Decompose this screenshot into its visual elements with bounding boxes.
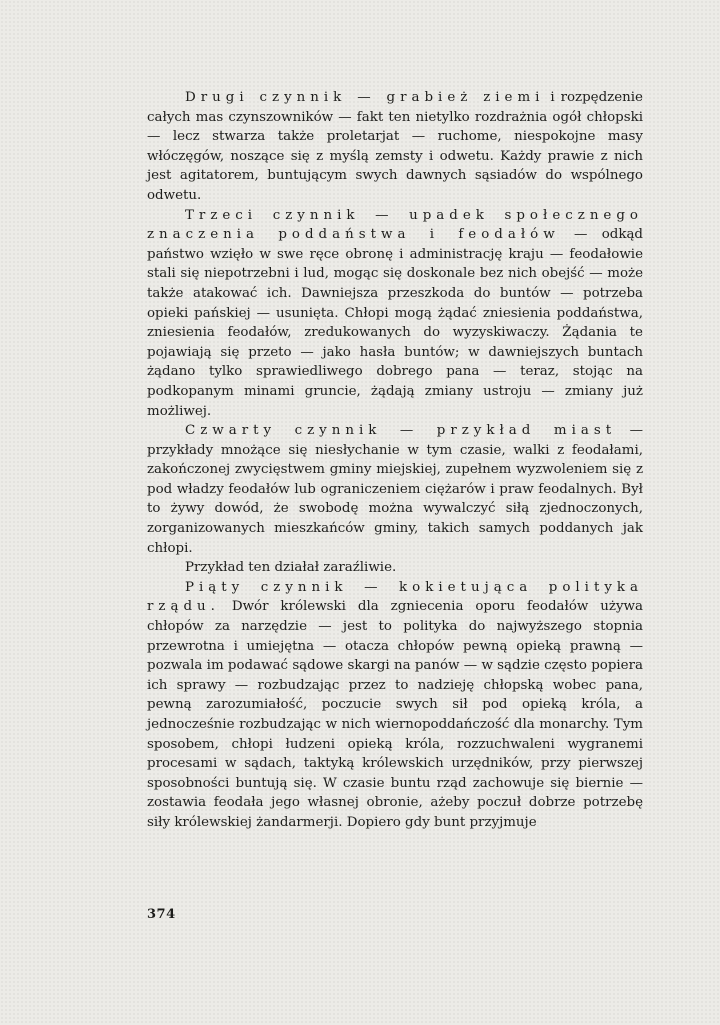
paragraph-body: Dwór królewski dla zgniecenia oporu feodałów używa chłopów za narzędzie — jest to polityka do najwyższego stopnia przewrotna i umiejętna — otacza chłopów pewną opieką prawną — pozwala im podawać sądowe skargi na panów — w sądzie często popiera ich sprawy — rozbudzając przez to nadzieję chłopską wobec pana, pewną zarozumiałość, poczucie swych sił pod opieką króla, a jednocześnie rozbudzając w nich wiernopoddańczość dla monarchy. Tym sposobem, chłopi łudzeni opieką króla, rozzuchwaleni wygranemi procesami w sądach, taktyką królewskich urzędników, przy pierwszej sposobności buntują się. W czasie buntu rząd zachowuje się biernie — zostawia feodała jego własnej obronie, ażeby poczuł dobrze potrzebę siły królewskiej żandarmerji. Dopiero gdy bunt przyjmuje <box>147 599 643 830</box>
paragraph-lead: Piąty czynnik — kokietująca polityka rządu. <box>147 579 643 615</box>
page-text <box>147 88 643 833</box>
paragraph-lead: Trzeci czynnik — upadek społecznego znaczenia poddaństwa i feodałów <box>147 207 643 243</box>
paragraph-piaty-czynnik <box>147 578 643 833</box>
paragraph-trzeci-czynnik <box>147 206 643 422</box>
paragraph-body: i rozpędzenie całych mas czynszowników — fakt ten nietylko rozdrażnia ogół chłopski — lecz stwarza także proletarjat — ruchome, niespokojne masy włóczęgów, noszące się z myślą zemsty i odwetu. Każdy prawie z nich jest agitatorem, buntującym swych dawnych sąsiadów do wspólnego odwetu. <box>147 90 643 203</box>
paragraph-czwarty-czynnik <box>147 421 643 558</box>
paragraph-body: — odkąd państwo wzięło w swe ręce obronę i administrację kraju — feodałowie stali się niepotrzebni i lud, mogąc się doskonale bez nich obejść — może także atakować ich. Dawniejsza przeszkoda do buntów — potrzeba opieki pańskiej — usunięta. Chłopi mogą żądać zniesienia poddaństwa, zniesienia feodałów, zredukowanych do wyzyskiwaczy. Żądania te pojawiają się przeto — jako hasła buntów; w dawniejszych buntach żądano tylko sprawiedliwego dobrego pana — teraz, stojąc na podkopanym minami gruncie, żądają zmiany ustroju — zmiany już możliwej. <box>147 227 643 419</box>
paragraph-lead: Drugi czynnik — grabież ziemi <box>185 90 545 105</box>
page-number: 374 <box>147 907 176 922</box>
paragraph-drugi-czynnik <box>147 88 643 206</box>
paragraph-przyklad <box>147 558 643 578</box>
paragraph-body: Przykład ten działał zaraźliwie. <box>185 560 397 576</box>
paragraph-lead: Czwarty czynnik — przykład miast <box>185 423 617 439</box>
paragraph-body: — przykłady mnożące się niesłychanie w tym czasie, walki z feodałami, zakończonej zwycięstwem gminy miejskiej, zupełnem wyzwoleniem się z pod władzy feodałów lub ograniczeniem ciężarów i praw feodalnych. Był to żywy dowód, że swobodę można wywalczyć siłą zjednoczonych, zorganizowanych mieszkańców gminy, takich samych poddanych jak chłopi. <box>147 423 643 556</box>
